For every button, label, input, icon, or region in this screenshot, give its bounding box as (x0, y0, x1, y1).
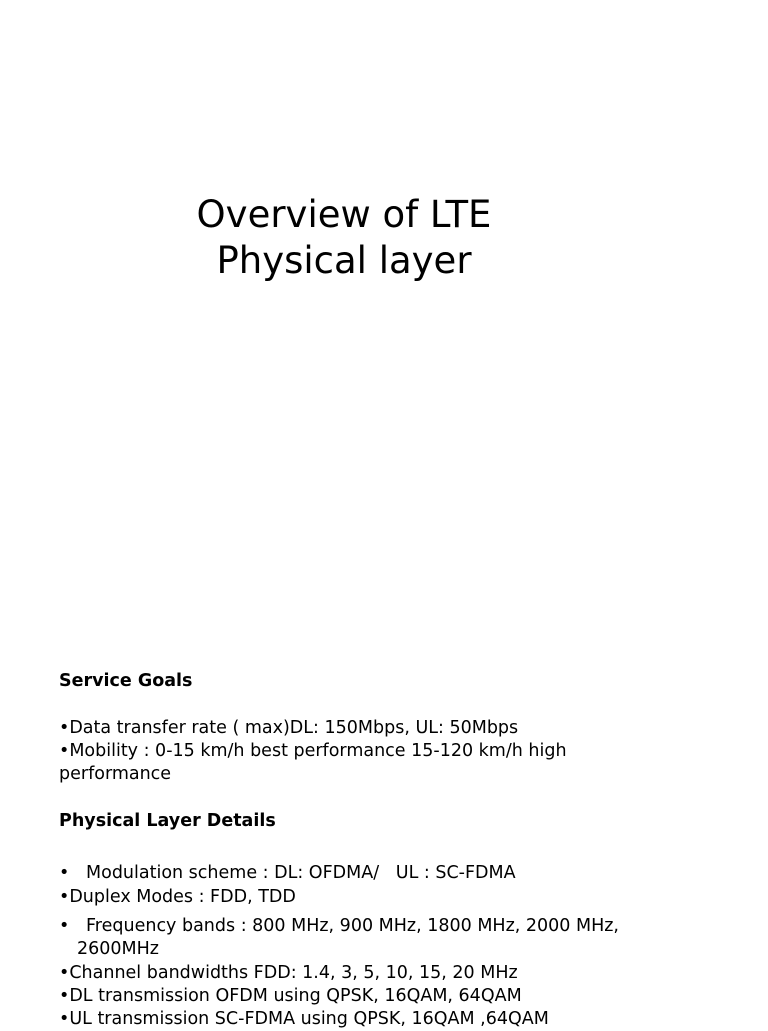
title-line-2: Physical layer (216, 239, 472, 282)
title-line-1: Overview of LTE (196, 193, 492, 236)
list-item: •Duplex Modes : FDD, TDD (59, 886, 296, 907)
list-item: •DL transmission OFDM using QPSK, 16QAM, 64QAM (59, 985, 522, 1006)
physical-layer-heading: Physical Layer Details (59, 810, 276, 831)
page-title (0, 192, 688, 284)
spacer (59, 693, 719, 716)
list-item: •UL transmission SC-FDMA using QPSK, 16QAM ,64QAM (59, 1009, 549, 1030)
spacer (59, 833, 719, 856)
list-item: • Frequency bands : 800 MHz, 900 MHz, 1800 MHz, 2000 MHz, (59, 915, 619, 936)
list-item: • Modulation scheme : DL: OFDMA/ UL : SC-FDMA (59, 863, 516, 884)
document-body (59, 670, 719, 1031)
list-item-continuation: 2600MHz (77, 939, 159, 960)
list-item-continuation: performance (59, 764, 172, 785)
service-goals-heading: Service Goals (59, 671, 193, 691)
list-item: •Mobility : 0-15 km/h best performance 15-120 km/h high (59, 740, 567, 761)
list-item: •Data transfer rate ( max)DL: 150Mbps, UL: 50Mbps (59, 717, 519, 738)
spacer (59, 786, 719, 809)
list-item: •Channel bandwidths FDD: 1.4, 3, 5, 10, 15, 20 MHz (59, 962, 518, 983)
